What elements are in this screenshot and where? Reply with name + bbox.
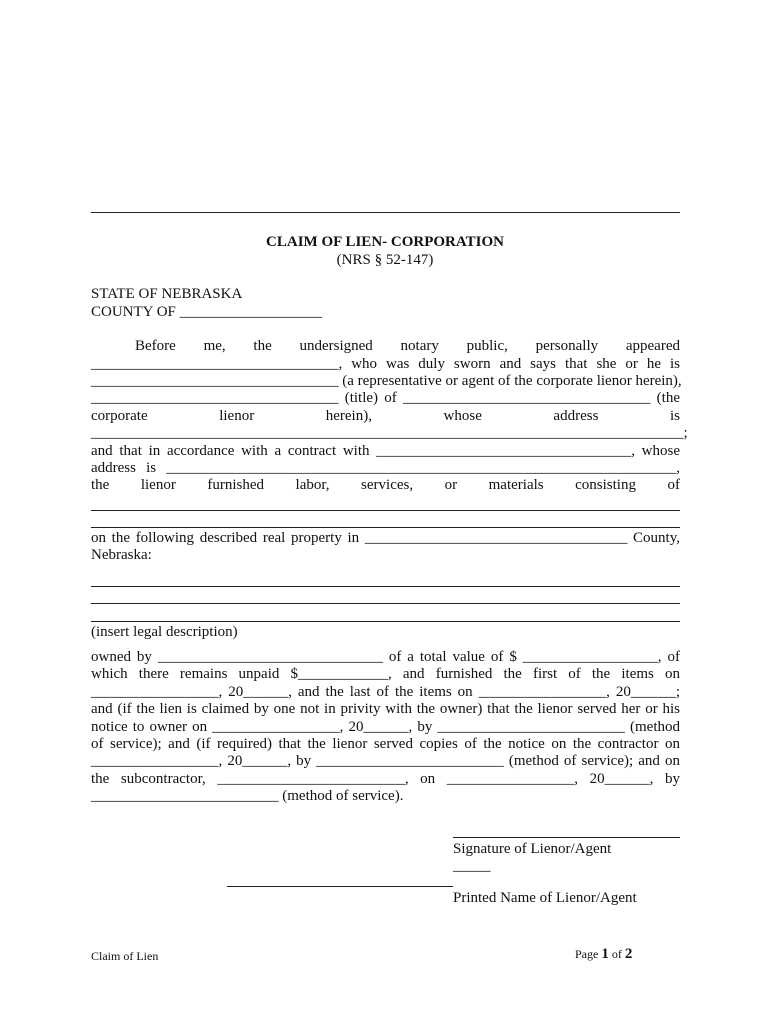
page-current: 1 xyxy=(601,946,609,962)
page-total: 2 xyxy=(624,946,633,962)
legal-description-label: (insert legal description) xyxy=(91,624,238,640)
body-line-3: _________________________________ (a representative or agent of the corporate lienor herein), xyxy=(91,373,682,389)
top-rule xyxy=(91,212,680,213)
state-line: STATE OF NEBRASKA xyxy=(91,286,243,302)
body-line-5: corporate lienor herein), whose address is xyxy=(91,408,680,424)
body-line-4: _________________________________ (title) of _________________________________ (the xyxy=(91,390,680,406)
document-title: CLAIM OF LIEN- CORPORATION xyxy=(266,234,504,250)
owner-line-2: which there remains unpaid $____________, and furnished the first of the items on xyxy=(91,666,680,682)
owner-line-5: notice to owner on _________________, 20______, by _________________________ (method xyxy=(91,719,680,735)
body-line-2: _________________________________, who was duly sworn and says that she or he is xyxy=(91,356,680,372)
body-line-9: the lienor furnished labor, services, or materials consisting of xyxy=(91,477,680,493)
signature-label: Signature of Lienor/Agent xyxy=(453,841,612,857)
printed-name-line xyxy=(227,886,453,887)
page-number xyxy=(575,946,632,963)
owner-line-8: the subcontractor, _________________________, on _________________, 20______, by xyxy=(91,771,680,787)
signature-small-blank: _____ xyxy=(453,858,491,874)
document-subtitle: (NRS § 52-147) xyxy=(336,252,434,268)
owner-line-7: _________________, 20______, by _________________________ (method of service); and on xyxy=(91,753,680,769)
county-line: COUNTY OF ___________________ xyxy=(91,304,323,320)
nebraska-line: Nebraska: xyxy=(91,547,152,563)
owner-line-9: _________________________ (method of service). xyxy=(91,788,404,804)
materials-blank-line-1 xyxy=(91,510,680,511)
property-line: on the following described real property in ___________________________________ County, xyxy=(91,530,680,546)
signature-line xyxy=(453,837,680,838)
legal-blank-line-3 xyxy=(91,621,680,622)
footer-left: Claim of Lien xyxy=(91,949,159,963)
of-word: of xyxy=(611,947,622,961)
owner-line-1: owned by ______________________________ of a total value of $ __________________, of xyxy=(91,649,680,665)
body-line-1: Before me, the undersigned notary public, personally appeared xyxy=(135,338,680,354)
owner-line-6: of service); and (if required) that the lienor served copies of the notice on the contractor on xyxy=(91,736,680,752)
legal-blank-line-1 xyxy=(91,586,680,587)
body-line-7: and that in accordance with a contract with __________________________________, whose xyxy=(91,443,680,459)
printed-name-label: Printed Name of Lienor/Agent xyxy=(453,890,637,906)
page-word: Page xyxy=(575,947,599,961)
legal-blank-line-2 xyxy=(91,603,680,604)
materials-blank-line-2 xyxy=(91,527,680,528)
owner-line-3: _________________, 20______, and the last of the items on _________________, 20______; xyxy=(91,684,680,700)
body-line-6: _______________________________________________________________________________; xyxy=(91,425,688,441)
body-line-8: address is ____________________________________________________________________, xyxy=(91,460,680,476)
owner-line-4: and (if the lien is claimed by one not in privity with the owner) that the lienor served her or his xyxy=(91,701,680,717)
